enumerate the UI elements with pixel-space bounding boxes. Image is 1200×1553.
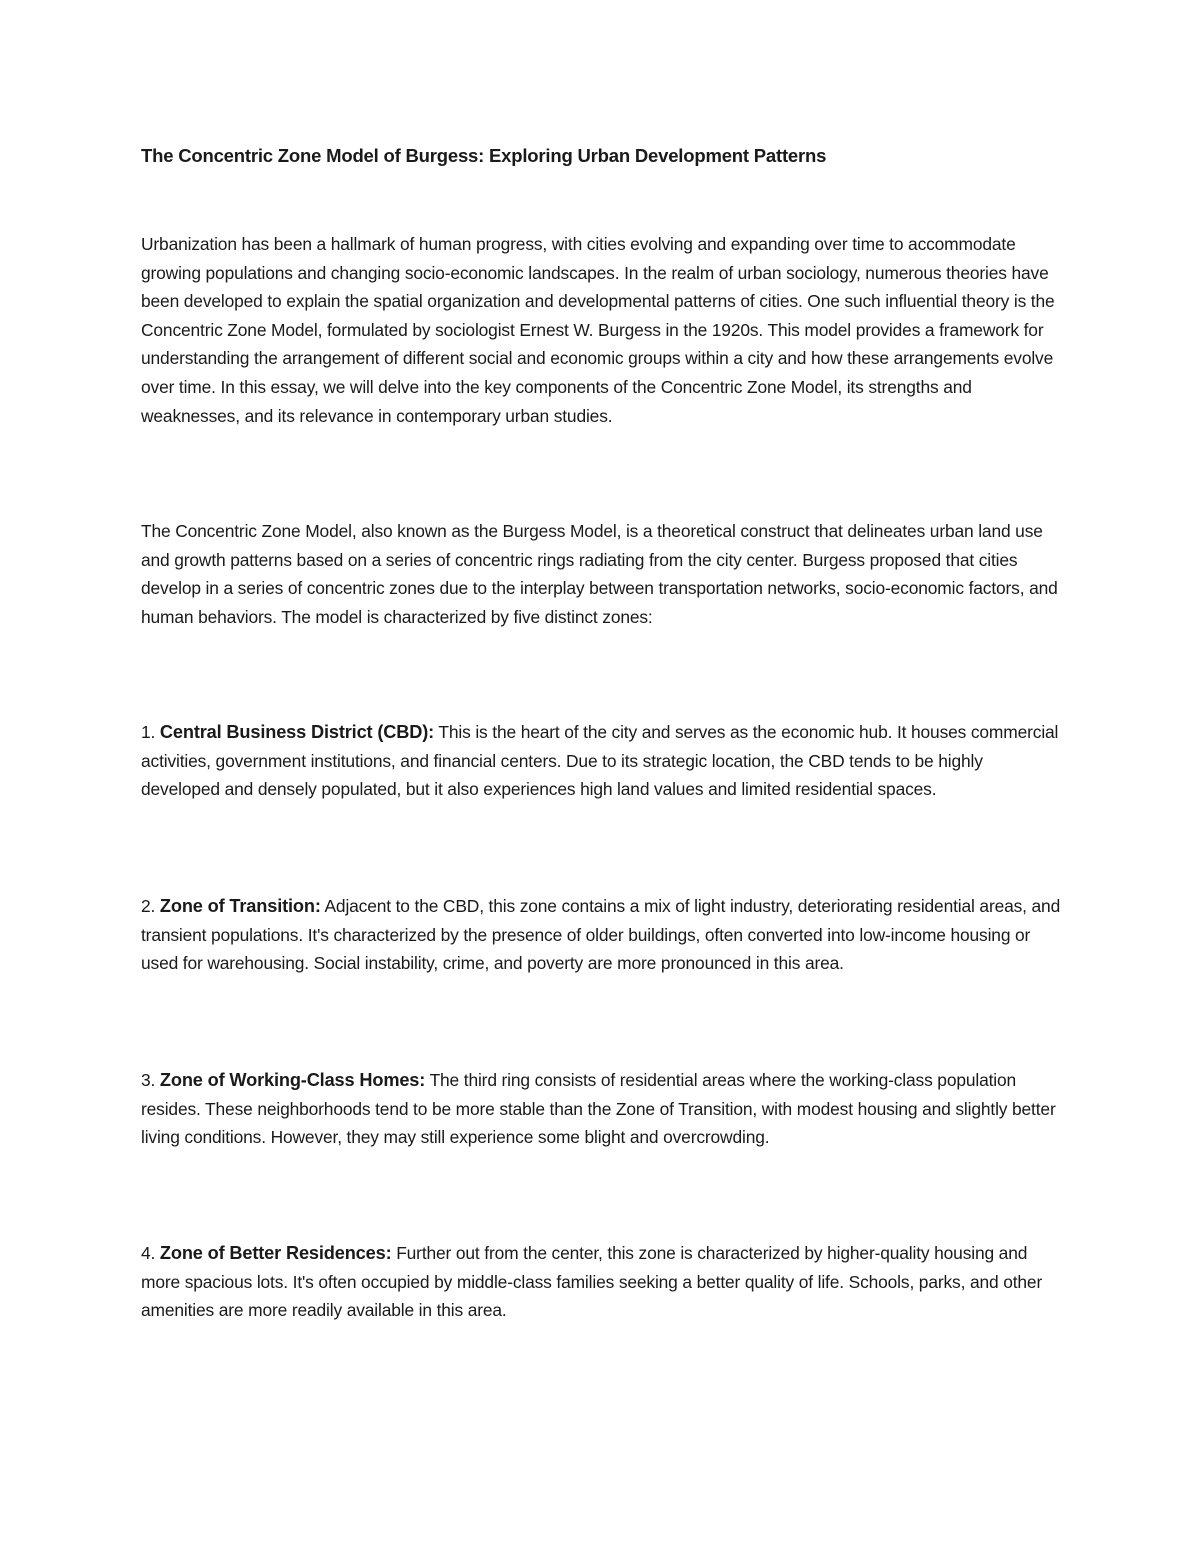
zone-3-number: 3. — [141, 1070, 156, 1090]
zone-1-paragraph — [141, 718, 1066, 804]
zone-1-text: This is the heart of the city and serves as the economic hub. It houses commercial activities, government institutions, and financial centers. Due to its strategic location, the CBD tends to be highly developed and densely populated, but it also experiences high land values and limited residential spaces. — [141, 722, 1059, 800]
zone-3-name: Zone of Working-Class Homes: — [159, 1070, 426, 1090]
zone-2-number: 2. — [141, 896, 156, 916]
document-title: The Concentric Zone Model of Burgess: Exploring Urban Development Patterns — [141, 145, 827, 166]
intro-paragraph: Urbanization has been a hallmark of human progress, with cities evolving and expanding over time to accommodate growing populations and changing socio-economic landscapes. In the realm of urban sociology, numerous theories have been developed to explain the spatial organization and developmental patterns of cities. One such influential theory is the Concentric Zone Model, formulated by sociologist Ernest W. Burgess in the 1920s. This model provides a framework for understanding the arrangement of different social and economic groups within a city and how these arrangements evolve over time. In this essay, we will delve into the key components of the Concentric Zone Model, its strengths and weaknesses, and its relevance in contemporary urban studies. — [141, 234, 1055, 426]
zone-2-paragraph — [141, 892, 1066, 978]
zone-4-text: Further out from the center, this zone is characterized by higher-quality housing and more spacious lots. It's often occupied by middle-class families seeking a better quality of life. Schools, parks, and other amenities are more readily available in this area. — [141, 1243, 1043, 1321]
model-overview-paragraph: The Concentric Zone Model, also known as the Burgess Model, is a theoretical construct that delineates urban land use and growth patterns based on a series of concentric rings radiating from the city center. Burgess proposed that cities develop in a series of concentric zones due to the interplay between transportation networks, socio-economic factors, and human behaviors. The model is characterized by five distinct zones: — [141, 521, 1058, 627]
zone-2-name: Zone of Transition: — [159, 896, 321, 916]
zone-3-text: The third ring consists of residential areas where the working-class population resides. These neighborhoods tend to be more stable than the Zone of Transition, with modest housing and slightly better living conditions. However, they may still experience some blight and overcrowding. — [141, 1070, 1056, 1148]
zone-3-paragraph — [141, 1066, 1066, 1152]
zone-4-paragraph — [141, 1239, 1066, 1325]
zone-1-number: 1. — [141, 722, 156, 742]
document-page — [141, 0, 1066, 1553]
zone-1-name: Central Business District (CBD): — [159, 722, 435, 742]
zone-2-text: Adjacent to the CBD, this zone contains a mix of light industry, deteriorating residential areas, and transient populations. It's characterized by the presence of older buildings, often converted into low-income housing or used for warehousing. Social instability, crime, and poverty are more pronounced in this area. — [141, 896, 1061, 974]
zone-4-name: Zone of Better Residences: — [159, 1243, 392, 1263]
zone-4-number: 4. — [141, 1243, 156, 1263]
